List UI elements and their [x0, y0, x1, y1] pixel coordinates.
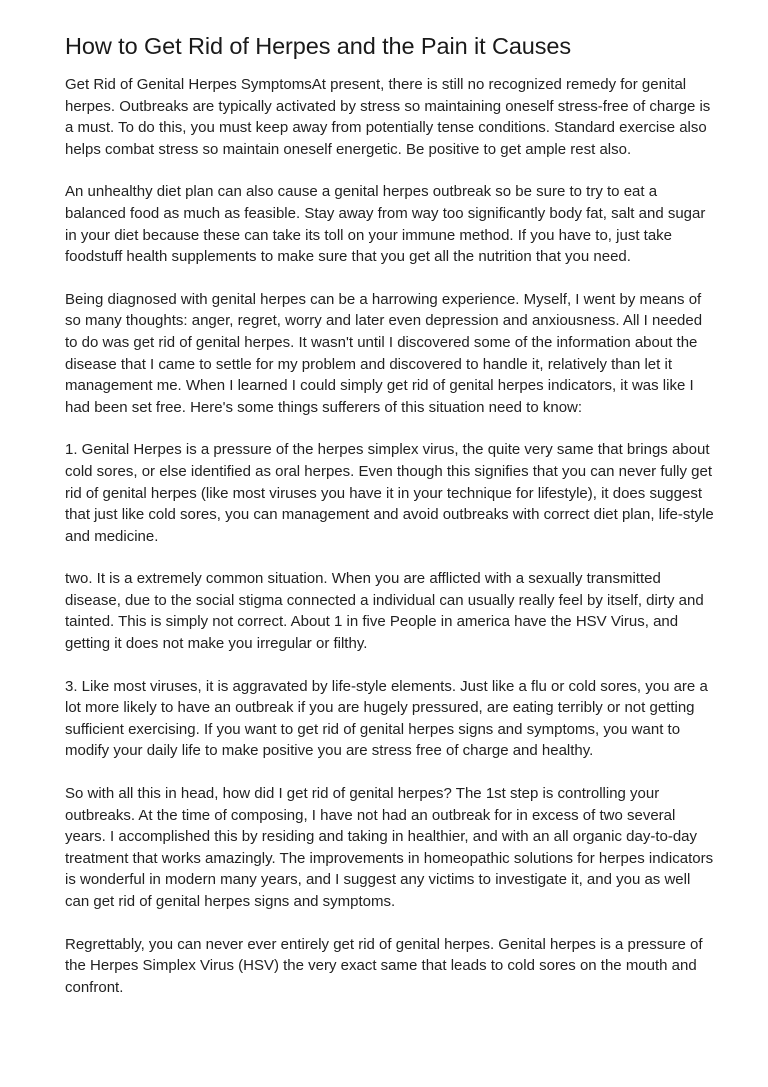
paragraph-2: An unhealthy diet plan can also cause a genital herpes outbreak so be sure to try to eat a balanced food as much as feasible. Stay away from way too significantly body fat, salt and sugar in your diet because these can take its toll on your immune method. If you have to, just take foodstuff health supplements to make sure that you get all the nutrition that you need.	[65, 183, 706, 266]
document-page	[65, 30, 715, 1019]
paragraph-5: two. It is a extremely common situation. When you are afflicted with a sexually transmitted disease, due to the social stigma connected a individual can usually really feel by itself, dirty and tainted. This is simply not correct. About 1 in five People in america have the HSV Virus, and getting it does not make you irregular or filthy.	[65, 570, 704, 653]
paragraph-3: Being diagnosed with genital herpes can be a harrowing experience. Myself, I went by means of so many thoughts: anger, regret, worry and later even depression and anxiousness. All I needed to do was get rid of genital herpes. It wasn't until I discovered some of the information about the disease that I came to settle for my problem and discovered to handle it, relatively than let it management me. When I learned I could simply get rid of genital herpes indicators, it was like I had been set free. Here's some things sufferers of this situation need to know:	[65, 290, 703, 416]
page-title: How to Get Rid of Herpes and the Pain it Causes	[65, 33, 572, 59]
paragraph-8: Regrettably, you can never ever entirely get rid of genital herpes. Genital herpes is a pressure of the Herpes Simplex Virus (HSV) the very exact same that leads to cold sores on the mouth and confront.	[65, 935, 703, 996]
paragraph-1: Get Rid of Genital Herpes SymptomsAt present, there is still no recognized remedy for genital herpes. Outbreaks are typically activated by stress so maintaining oneself stress-free of charge is a must. To do this, you must keep away from potentially tense conditions. Standard exercise also helps combat stress so maintain oneself energetic. Be positive to get ample rest also.	[65, 76, 711, 158]
paragraph-4: 1. Genital Herpes is a pressure of the herpes simplex virus, the quite very same that brings about cold sores, or else identified as oral herpes. Even though this signifies that you can never fully get rid of genital herpes (like most viruses you have it in your technique for lifestyle), it does suggest that just like cold sores, you can management and avoid outbreaks with correct diet plan, life-style and medicine.	[65, 441, 714, 545]
paragraph-6: 3. Like most viruses, it is aggravated by life-style elements. Just like a flu or cold sores, you are a lot more likely to have an outbreak if you are hugely pressured, are eating terribly or not getting sufficient exercising. If you want to get rid of genital herpes signs and symptoms, you want to modify your daily life to make positive you are stress free of charge and healthy.	[65, 677, 708, 760]
paragraph-7: So with all this in head, how did I get rid of genital herpes? The 1st step is controlling your outbreaks. At the time of composing, I have not had an outbreak for in excess of two several years. I accomplished this by residing and taking in healthier, and with an all organic day-to-day treatment that works amazingly. The improvements in homeopathic solutions for herpes indicators is wonderful in modern many years, and I suggest any victims to investigate it, and you as well can get rid of genital herpes signs and symptoms.	[65, 785, 714, 910]
